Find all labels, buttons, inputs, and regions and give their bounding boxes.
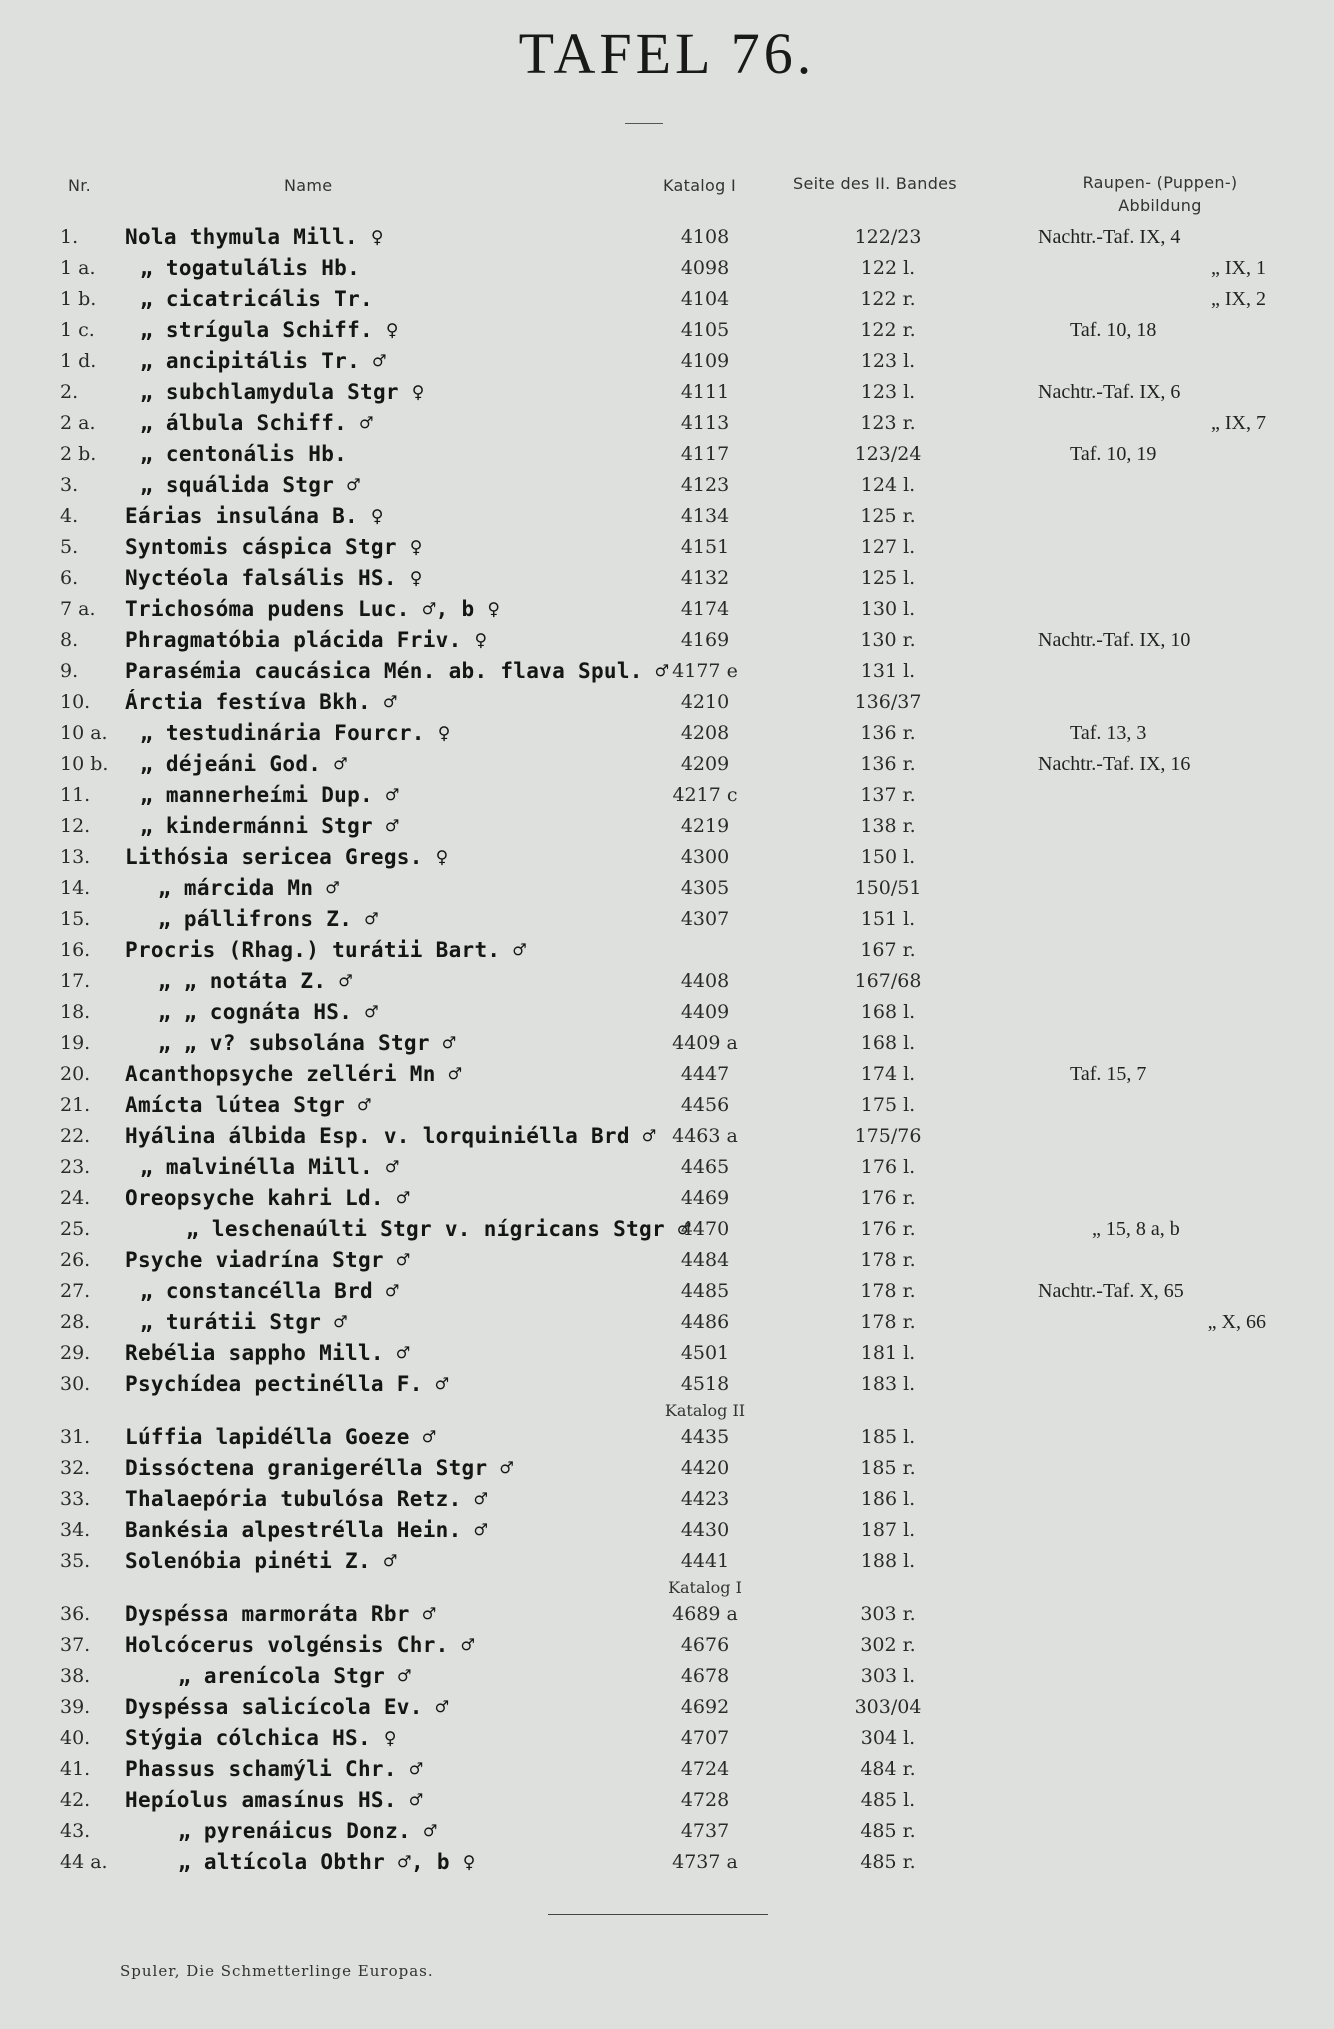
row-raupe: Taf. 10, 18 <box>1070 319 1157 341</box>
row-katalog: 4219 <box>680 815 730 837</box>
row-nr: 39. <box>60 1696 91 1718</box>
row-name: „ „ v? subsolána Stgr ♂ <box>158 1031 456 1055</box>
row-nr: 20. <box>60 1063 91 1085</box>
row-seite: 176 r. <box>860 1218 916 1240</box>
table-row <box>0 1214 1334 1245</box>
row-name: Amícta lútea Stgr ♂ <box>125 1093 371 1117</box>
bottom-divider <box>548 1914 768 1915</box>
row-seite: 124 l. <box>860 474 916 496</box>
table-row <box>0 997 1334 1028</box>
row-nr: 6. <box>60 567 79 589</box>
row-katalog: 4169 <box>680 629 730 651</box>
row-name: „ malvinélla Mill. ♂ <box>140 1155 399 1179</box>
row-nr: 7 a. <box>60 598 96 620</box>
table-row <box>0 625 1334 656</box>
row-katalog: 4217 c <box>672 784 738 806</box>
row-seite: 303 r. <box>860 1603 916 1625</box>
row-katalog: 4177 e <box>672 660 738 682</box>
row-katalog: 4208 <box>680 722 730 744</box>
table-row <box>0 1661 1334 1692</box>
row-nr: 33. <box>60 1488 91 1510</box>
table-row <box>0 656 1334 687</box>
row-nr: 42. <box>60 1789 91 1811</box>
row-seite: 136 r. <box>860 722 916 744</box>
row-katalog: 4678 <box>680 1665 730 1687</box>
row-seite: 484 r. <box>860 1758 916 1780</box>
row-name: „ togatulális Hb. <box>140 256 361 280</box>
table-row <box>0 780 1334 811</box>
row-nr: 4. <box>60 505 79 527</box>
row-name: Dyspéssa salicícola Ev. ♂ <box>125 1695 449 1719</box>
row-katalog: 4447 <box>680 1063 730 1085</box>
row-seite: 303 l. <box>860 1665 916 1687</box>
row-raupe: Nachtr.-Taf. IX, 10 <box>1038 629 1191 651</box>
row-seite: 175 l. <box>860 1094 916 1116</box>
row-katalog: 4465 <box>680 1156 730 1178</box>
row-name: Phragmatóbia plácida Friv. ♀ <box>125 628 488 652</box>
header-abbildung: Abbildung <box>1118 196 1202 215</box>
row-seite: 138 r. <box>860 815 916 837</box>
table-row <box>0 966 1334 997</box>
row-katalog: 4484 <box>680 1249 730 1271</box>
row-seite: 151 l. <box>860 908 916 930</box>
header-name: Name <box>284 176 333 195</box>
row-nr: 13. <box>60 846 91 868</box>
row-katalog: 4707 <box>680 1727 730 1749</box>
row-nr: 30. <box>60 1373 91 1395</box>
row-seite: 123/24 <box>854 443 922 465</box>
row-seite: 127 l. <box>860 536 916 558</box>
row-name: „ „ notáta Z. ♂ <box>158 969 353 993</box>
row-katalog: 4486 <box>680 1311 730 1333</box>
row-katalog: 4307 <box>680 908 730 930</box>
row-name: Stýgia cólchica HS. ♀ <box>125 1726 397 1750</box>
row-seite: 136 r. <box>860 753 916 775</box>
species-table <box>0 222 1334 1878</box>
row-katalog: 4209 <box>680 753 730 775</box>
row-nr: 22. <box>60 1125 91 1147</box>
row-nr: 12. <box>60 815 91 837</box>
row-nr: 41. <box>60 1758 91 1780</box>
table-row <box>0 284 1334 315</box>
row-name: Rebélia sappho Mill. ♂ <box>125 1341 410 1365</box>
row-seite: 168 l. <box>860 1032 916 1054</box>
row-seite: 122/23 <box>854 226 922 248</box>
row-nr: 2. <box>60 381 79 403</box>
row-name: „ pyrenáicus Donz. ♂ <box>178 1819 437 1843</box>
row-raupe: Nachtr.-Taf. IX, 16 <box>1038 753 1191 775</box>
table-row <box>0 1152 1334 1183</box>
row-raupe: Taf. 15, 7 <box>1070 1063 1147 1085</box>
row-raupe: „ IX, 7 <box>1211 412 1266 434</box>
row-nr: 9. <box>60 660 79 682</box>
row-nr: 29. <box>60 1342 91 1364</box>
row-seite: 167 r. <box>860 939 916 961</box>
row-name: „ altícola Obthr ♂, b ♀ <box>178 1850 476 1874</box>
row-seite: 304 l. <box>860 1727 916 1749</box>
row-katalog: 4692 <box>680 1696 730 1718</box>
row-raupe: „ 15, 8 a, b <box>1092 1218 1180 1240</box>
katalog-subheader-row <box>0 1400 1334 1422</box>
row-name: Parasémia caucásica Mén. ab. flava Spul. ♂ <box>125 659 669 683</box>
row-nr: 1 c. <box>60 319 95 341</box>
row-nr: 35. <box>60 1550 91 1572</box>
row-nr: 34. <box>60 1519 91 1541</box>
row-seite: 150/51 <box>854 877 922 899</box>
row-katalog: 4518 <box>680 1373 730 1395</box>
row-katalog: 4435 <box>680 1426 730 1448</box>
row-seite: 123 l. <box>860 381 916 403</box>
table-row <box>0 470 1334 501</box>
row-name: Psyche viadrína Stgr ♂ <box>125 1248 410 1272</box>
row-name: „ cicatricális Tr. <box>140 287 373 311</box>
row-katalog: 4689 a <box>672 1603 738 1625</box>
row-name: Acanthopsyche zelléri Mn ♂ <box>125 1062 462 1086</box>
row-seite: 178 r. <box>860 1280 916 1302</box>
row-nr: 44 a. <box>60 1851 108 1873</box>
row-seite: 176 l. <box>860 1156 916 1178</box>
row-seite: 178 r. <box>860 1249 916 1271</box>
row-seite: 136/37 <box>854 691 922 713</box>
row-nr: 43. <box>60 1820 91 1842</box>
row-name: Lúffia lapidélla Goeze ♂ <box>125 1425 436 1449</box>
row-seite: 178 r. <box>860 1311 916 1333</box>
row-seite: 303/04 <box>854 1696 922 1718</box>
row-seite: 183 l. <box>860 1373 916 1395</box>
table-row <box>0 563 1334 594</box>
table-row <box>0 1338 1334 1369</box>
row-name: Bankésia alpestrélla Hein. ♂ <box>125 1518 488 1542</box>
row-katalog: 4430 <box>680 1519 730 1541</box>
row-name: „ álbula Schiff. ♂ <box>140 411 373 435</box>
row-seite: 125 l. <box>860 567 916 589</box>
row-nr: 15. <box>60 908 91 930</box>
row-name: Lithósia sericea Gregs. ♀ <box>125 845 449 869</box>
row-katalog: 4105 <box>680 319 730 341</box>
table-row <box>0 315 1334 346</box>
row-seite: 122 l. <box>860 257 916 279</box>
row-name: „ centonális Hb. <box>140 442 348 466</box>
row-seite: 188 l. <box>860 1550 916 1572</box>
row-seite: 186 l. <box>860 1488 916 1510</box>
row-nr: 31. <box>60 1426 91 1448</box>
row-name: Hepíolus amasínus HS. ♂ <box>125 1788 423 1812</box>
table-row <box>0 1059 1334 1090</box>
table-row <box>0 1599 1334 1630</box>
row-name: Nola thymula Mill. ♀ <box>125 225 384 249</box>
table-row <box>0 1369 1334 1400</box>
row-name: „ constancélla Brd ♂ <box>140 1279 399 1303</box>
header-raupen-line1: Raupen- (Puppen-) <box>1082 173 1238 192</box>
row-katalog: 4113 <box>680 412 730 434</box>
row-katalog: 4134 <box>680 505 730 527</box>
row-seite: 130 r. <box>860 629 916 651</box>
row-name: Dissóctena granigerélla Stgr ♂ <box>125 1456 514 1480</box>
row-nr: 10. <box>60 691 91 713</box>
table-row <box>0 749 1334 780</box>
row-seite: 175/76 <box>854 1125 922 1147</box>
row-name: „ arenícola Stgr ♂ <box>178 1664 411 1688</box>
table-row <box>0 1090 1334 1121</box>
row-katalog: 4469 <box>680 1187 730 1209</box>
row-nr: 16. <box>60 939 91 961</box>
table-row <box>0 222 1334 253</box>
row-katalog: 4132 <box>680 567 730 589</box>
table-row <box>0 1453 1334 1484</box>
table-row <box>0 1847 1334 1878</box>
row-seite: 485 r. <box>860 1851 916 1873</box>
row-seite: 181 l. <box>860 1342 916 1364</box>
table-row <box>0 873 1334 904</box>
header-katalog: Katalog I <box>663 176 736 195</box>
row-katalog: 4104 <box>680 288 730 310</box>
row-seite: 125 r. <box>860 505 916 527</box>
row-nr: 25. <box>60 1218 91 1240</box>
row-nr: 36. <box>60 1603 91 1625</box>
table-row <box>0 408 1334 439</box>
table-row <box>0 1754 1334 1785</box>
row-seite: 185 r. <box>860 1457 916 1479</box>
row-raupe: „ X, 66 <box>1207 1311 1266 1333</box>
table-row <box>0 1276 1334 1307</box>
row-name: Nyctéola falsális HS. ♀ <box>125 566 423 590</box>
row-name: „ testudinária Fourcr. ♀ <box>140 721 451 745</box>
row-nr: 11. <box>60 784 91 806</box>
row-name: Phassus schamýli Chr. ♂ <box>125 1757 423 1781</box>
row-katalog: 4501 <box>680 1342 730 1364</box>
row-seite: 187 l. <box>860 1519 916 1541</box>
table-row <box>0 346 1334 377</box>
row-seite: 302 r. <box>860 1634 916 1656</box>
row-nr: 18. <box>60 1001 91 1023</box>
row-katalog: Katalog I <box>668 1578 742 1597</box>
row-nr: 37. <box>60 1634 91 1656</box>
row-katalog: 4174 <box>680 598 730 620</box>
header-nr: Nr. <box>68 176 92 195</box>
row-nr: 19. <box>60 1032 91 1054</box>
row-seite: 176 r. <box>860 1187 916 1209</box>
table-row <box>0 687 1334 718</box>
row-raupe: Nachtr.-Taf. IX, 6 <box>1038 381 1181 403</box>
row-raupe: Taf. 13, 3 <box>1070 722 1147 744</box>
row-katalog: 4728 <box>680 1789 730 1811</box>
row-katalog: 4485 <box>680 1280 730 1302</box>
table-row <box>0 439 1334 470</box>
row-nr: 28. <box>60 1311 91 1333</box>
page-footer: Spuler, Die Schmetterlinge Europas. <box>120 1962 434 1980</box>
row-nr: 1 b. <box>60 288 97 310</box>
row-raupe: Taf. 10, 19 <box>1070 443 1157 465</box>
row-name: Procris (Rhag.) turátii Bart. ♂ <box>125 938 527 962</box>
row-nr: 10 a. <box>60 722 108 744</box>
row-seite: 174 l. <box>860 1063 916 1085</box>
row-raupe: „ IX, 2 <box>1211 288 1266 310</box>
row-katalog: 4409 a <box>672 1032 738 1054</box>
row-nr: 2 b. <box>60 443 97 465</box>
row-katalog: 4300 <box>680 846 730 868</box>
row-katalog: 4305 <box>680 877 730 899</box>
row-name: „ subchlamydula Stgr ♀ <box>140 380 425 404</box>
row-katalog: 4463 a <box>672 1125 738 1147</box>
row-katalog: 4737 a <box>672 1851 738 1873</box>
row-katalog: 4210 <box>680 691 730 713</box>
row-name: „ déjeáni God. ♂ <box>140 752 348 776</box>
row-seite: 122 r. <box>860 288 916 310</box>
row-name: Trichosóma pudens Luc. ♂, b ♀ <box>125 597 501 621</box>
row-raupe: Nachtr.-Taf. IX, 4 <box>1038 226 1181 248</box>
row-name: „ leschenaúlti Stgr v. nígricans Stgr ♂ <box>186 1217 691 1241</box>
row-nr: 2 a. <box>60 412 96 434</box>
row-name: Holcócerus volgénsis Chr. ♂ <box>125 1633 475 1657</box>
row-name: „ ancipitális Tr. ♂ <box>140 349 386 373</box>
row-katalog: 4737 <box>680 1820 730 1842</box>
row-nr: 21. <box>60 1094 91 1116</box>
table-row <box>0 842 1334 873</box>
table-row <box>0 1484 1334 1515</box>
row-seite: 150 l. <box>860 846 916 868</box>
table-row <box>0 904 1334 935</box>
row-nr: 3. <box>60 474 79 496</box>
row-nr: 1. <box>60 226 79 248</box>
table-row <box>0 1422 1334 1453</box>
table-row <box>0 253 1334 284</box>
table-row <box>0 811 1334 842</box>
table-row <box>0 1630 1334 1661</box>
row-name: „ kindermánni Stgr ♂ <box>140 814 399 838</box>
row-nr: 24. <box>60 1187 91 1209</box>
row-katalog: 4098 <box>680 257 730 279</box>
row-katalog: 4423 <box>680 1488 730 1510</box>
table-row <box>0 532 1334 563</box>
row-nr: 10 b. <box>60 753 109 775</box>
row-seite: 130 l. <box>860 598 916 620</box>
row-name: „ pállifrons Z. ♂ <box>158 907 379 931</box>
row-nr: 14. <box>60 877 91 899</box>
row-nr: 1 a. <box>60 257 96 279</box>
row-nr: 8. <box>60 629 79 651</box>
row-nr: 32. <box>60 1457 91 1479</box>
table-row <box>0 377 1334 408</box>
row-katalog: 4409 <box>680 1001 730 1023</box>
table-row <box>0 501 1334 532</box>
row-katalog: 4111 <box>680 381 730 403</box>
row-katalog: 4109 <box>680 350 730 372</box>
row-name: „ márcida Mn ♂ <box>158 876 340 900</box>
table-row <box>0 1307 1334 1338</box>
katalog-subheader-row <box>0 1577 1334 1599</box>
row-katalog: Katalog II <box>664 1401 746 1420</box>
table-row <box>0 1121 1334 1152</box>
row-name: „ mannerheími Dup. ♂ <box>140 783 399 807</box>
header-seite: Seite des II. Bandes <box>793 174 957 193</box>
row-seite: 123 r. <box>860 412 916 434</box>
row-name: Psychídea pectinélla F. ♂ <box>125 1372 449 1396</box>
row-name: Dyspéssa marmoráta Rbr ♂ <box>125 1602 436 1626</box>
row-nr: 17. <box>60 970 91 992</box>
row-katalog: 4108 <box>680 226 730 248</box>
table-row <box>0 1723 1334 1754</box>
row-nr: 27. <box>60 1280 91 1302</box>
row-seite: 485 l. <box>860 1789 916 1811</box>
row-nr: 26. <box>60 1249 91 1271</box>
row-nr: 23. <box>60 1156 91 1178</box>
row-katalog: 4441 <box>680 1550 730 1572</box>
table-row <box>0 718 1334 749</box>
row-name: „ squálida Stgr ♂ <box>140 473 361 497</box>
table-row <box>0 1546 1334 1577</box>
row-seite: 131 l. <box>860 660 916 682</box>
row-raupe: Nachtr.-Taf. X, 65 <box>1038 1280 1184 1302</box>
row-seite: 122 r. <box>860 319 916 341</box>
row-name: Solenóbia pinéti Z. ♂ <box>125 1549 397 1573</box>
row-seite: 123 l. <box>860 350 916 372</box>
row-nr: 40. <box>60 1727 91 1749</box>
table-row <box>0 594 1334 625</box>
row-katalog: 4676 <box>680 1634 730 1656</box>
row-name: Hyálina álbida Esp. v. lorquiniélla Brd ♂ <box>125 1124 656 1148</box>
row-seite: 185 l. <box>860 1426 916 1448</box>
row-name: Syntomis cáspica Stgr ♀ <box>125 535 423 559</box>
header-raupen <box>1065 171 1255 217</box>
table-row <box>0 1692 1334 1723</box>
row-raupe: „ IX, 1 <box>1211 257 1266 279</box>
row-katalog: 4151 <box>680 536 730 558</box>
row-name: „ strígula Schiff. ♀ <box>140 318 399 342</box>
row-seite: 485 r. <box>860 1820 916 1842</box>
table-row <box>0 1785 1334 1816</box>
table-row <box>0 1245 1334 1276</box>
row-katalog: 4408 <box>680 970 730 992</box>
row-name: „ turátii Stgr ♂ <box>140 1310 348 1334</box>
row-name: „ „ cognáta HS. ♂ <box>158 1000 379 1024</box>
row-nr: 1 d. <box>60 350 97 372</box>
page-title: TAFEL 76. <box>518 21 816 86</box>
row-name: Eárias insulána B. ♀ <box>125 504 384 528</box>
title-divider <box>625 123 663 124</box>
row-nr: 5. <box>60 536 79 558</box>
row-katalog: 4470 <box>680 1218 730 1240</box>
table-row <box>0 1816 1334 1847</box>
table-row <box>0 1183 1334 1214</box>
row-seite: 168 l. <box>860 1001 916 1023</box>
row-name: Árctia festíva Bkh. ♂ <box>125 690 397 714</box>
row-katalog: 4117 <box>680 443 730 465</box>
row-seite: 167/68 <box>854 970 922 992</box>
row-katalog: 4123 <box>680 474 730 496</box>
row-katalog: 4724 <box>680 1758 730 1780</box>
row-katalog: 4456 <box>680 1094 730 1116</box>
row-name: Thalaepória tubulósa Retz. ♂ <box>125 1487 488 1511</box>
table-row <box>0 935 1334 966</box>
row-seite: 137 r. <box>860 784 916 806</box>
table-row <box>0 1028 1334 1059</box>
row-katalog: 4420 <box>680 1457 730 1479</box>
row-name: Oreopsyche kahri Ld. ♂ <box>125 1186 410 1210</box>
table-row <box>0 1515 1334 1546</box>
row-nr: 38. <box>60 1665 91 1687</box>
